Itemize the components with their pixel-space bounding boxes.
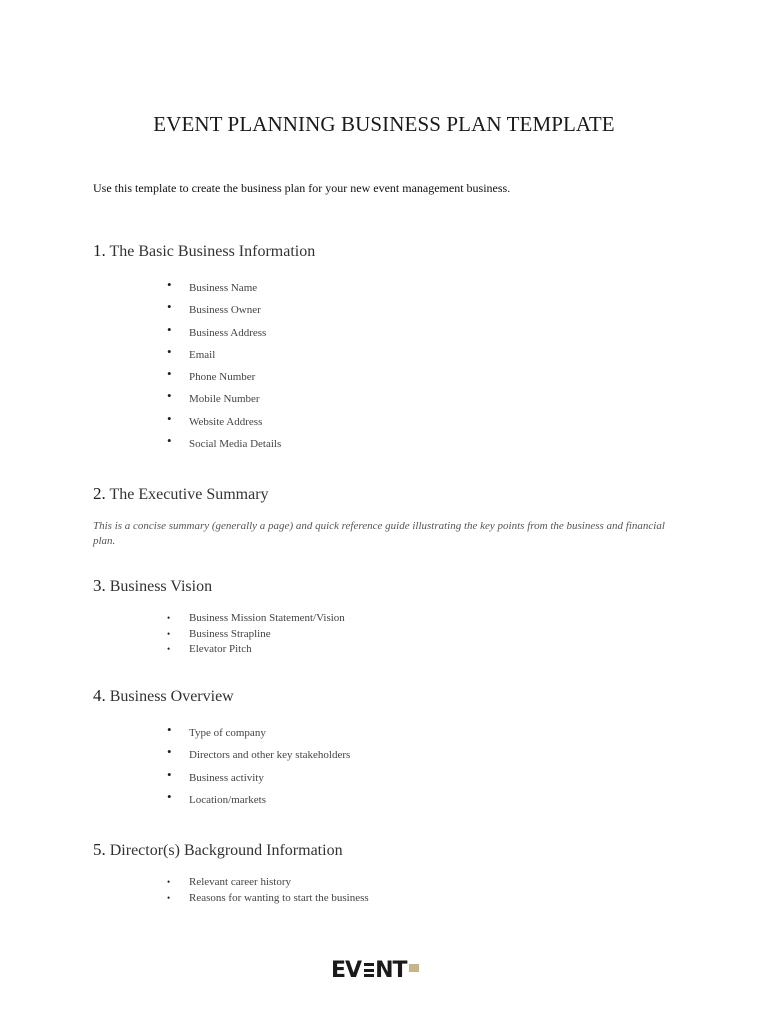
logo-text-right: NT <box>375 957 407 983</box>
list-item: • Business Name <box>167 277 258 294</box>
list-item: • Business Strapline <box>167 627 271 640</box>
list-item: • Location/markets <box>167 788 266 806</box>
bullet-icon: • <box>167 410 172 426</box>
bullet-icon: • <box>167 277 172 292</box>
list-item: • Business Mission Statement/Vision <box>167 612 345 624</box>
bullet-icon: • <box>167 299 172 315</box>
section-heading-executive-summary <box>93 484 269 504</box>
bullet-icon: • <box>167 366 172 382</box>
list-item: • Phone Number <box>167 366 256 384</box>
section-number: 3. <box>93 576 106 595</box>
bullet-icon: • <box>167 744 172 760</box>
list-item: • Social Media Details <box>167 433 282 451</box>
section-heading-business-vision <box>93 576 212 596</box>
business-overview-list <box>165 722 351 815</box>
section-title: The Executive Summary <box>109 486 269 503</box>
bullet-icon: • <box>167 892 171 903</box>
list-item: • Business Owner <box>167 299 261 317</box>
section-heading-business-overview <box>93 686 234 706</box>
intro-text: Use this template to create the business plan for your new event management business. <box>93 181 511 195</box>
bullet-icon: • <box>167 722 172 737</box>
business-vision-list <box>165 611 345 658</box>
section-heading-director-background <box>93 840 343 860</box>
section-title: Director(s) Background Information <box>109 842 343 859</box>
list-item: • Business Address <box>167 321 267 339</box>
section-number: 5. <box>93 840 106 859</box>
logo-equals-icon <box>364 961 374 979</box>
bullet-icon: • <box>167 388 172 404</box>
section-heading-basic-info <box>93 241 315 261</box>
list-item: • Elevator Pitch <box>167 643 252 655</box>
section-title: Business Overview <box>109 688 234 705</box>
bullet-icon: • <box>167 613 171 623</box>
basic-info-list <box>165 277 282 459</box>
bullet-icon: • <box>167 766 172 782</box>
list-item: • Mobile Number <box>167 388 260 406</box>
event-logo <box>331 957 419 983</box>
executive-summary-text: This is a concise summary (generally a page) and quick reference guide illustrating the key points from the business and financial plan. <box>93 520 665 547</box>
director-background-list <box>165 875 369 906</box>
section-title: Business Vision <box>109 578 213 595</box>
section-number: 4. <box>93 686 106 705</box>
document-title: EVENT PLANNING BUSINESS PLAN TEMPLATE <box>153 112 615 136</box>
list-item: • Reasons for wanting to start the business <box>167 891 369 904</box>
logo-text-left: EV <box>331 957 362 983</box>
bullet-icon: • <box>167 343 172 359</box>
list-item: • Directors and other key stakeholders <box>167 744 351 762</box>
bullet-icon: • <box>167 788 172 804</box>
section-title: The Basic Business Information <box>109 243 316 260</box>
section-number: 1. <box>93 241 106 260</box>
bullet-icon: • <box>167 433 172 449</box>
bullet-icon: • <box>167 644 171 654</box>
list-item: • Type of company <box>167 722 266 739</box>
list-item: • Website Address <box>167 410 263 428</box>
list-item: • Relevant career history <box>167 876 292 888</box>
list-item: • Business activity <box>167 766 264 784</box>
section-number: 2. <box>93 484 106 503</box>
logo-accent-icon <box>409 964 419 972</box>
bullet-icon: • <box>167 628 171 639</box>
list-item: • Email <box>167 343 216 361</box>
bullet-icon: • <box>167 321 172 337</box>
bullet-icon: • <box>167 877 171 887</box>
